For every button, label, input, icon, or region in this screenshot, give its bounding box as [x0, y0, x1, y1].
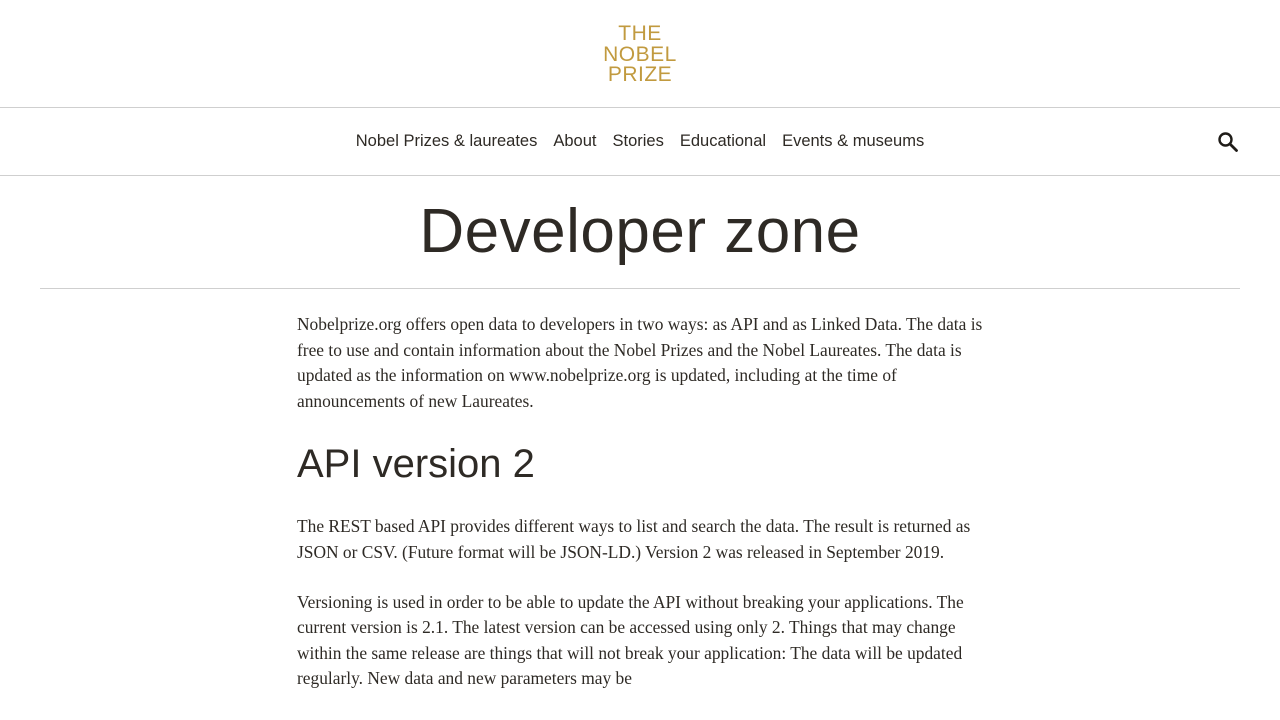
logo-line-prize: PRIZE: [607, 63, 673, 86]
logo-line-nobel: NOBEL: [603, 42, 677, 66]
nav-item-stories[interactable]: Stories: [612, 132, 664, 150]
nav-item-educational[interactable]: Educational: [679, 132, 767, 150]
versioning-paragraph: Versioning is used in order to be able to update the API without breaking your applications. The current version is 2.1. The latest version can be accessed using only 2. Things that may change within the same release are things that will not break your application: The data will be updated regularly. New data and new parameters may be: [297, 591, 964, 689]
main-navigation: [0, 108, 1280, 176]
nobel-prize-logo[interactable]: [0, 24, 1280, 86]
search-button[interactable]: [1216, 130, 1240, 154]
article-content: [297, 312, 987, 692]
nav-item-events-museums[interactable]: Events & museums: [782, 132, 925, 150]
nav-item-about[interactable]: About: [553, 132, 597, 150]
logo-bar: [0, 0, 1280, 108]
title-divider: [40, 288, 1240, 289]
page-title: Developer zone: [419, 197, 861, 266]
logo-line-the: THE: [618, 22, 662, 45]
nav-menu: [0, 108, 1280, 175]
search-icon: [1216, 130, 1240, 154]
api-description-paragraph: The REST based API provides different ways to list and search the data. The result is returned as JSON or CSV. (Future format will be JSON-LD.) Version 2 was released in September 2019.: [297, 516, 971, 562]
nav-item-nobel-prizes-laureates[interactable]: Nobel Prizes & laureates: [355, 132, 538, 150]
intro-paragraph: Nobelprize.org offers open data to developers in two ways: as API and as Linked Data. The data is free to use and contain information about the Nobel Prizes and the Nobel Laureates. The data is updated as the information on www.nobelprize.org is updated, including at the time of announcements of new Laureates.: [297, 314, 983, 411]
api-version-heading: API version 2: [297, 442, 535, 487]
